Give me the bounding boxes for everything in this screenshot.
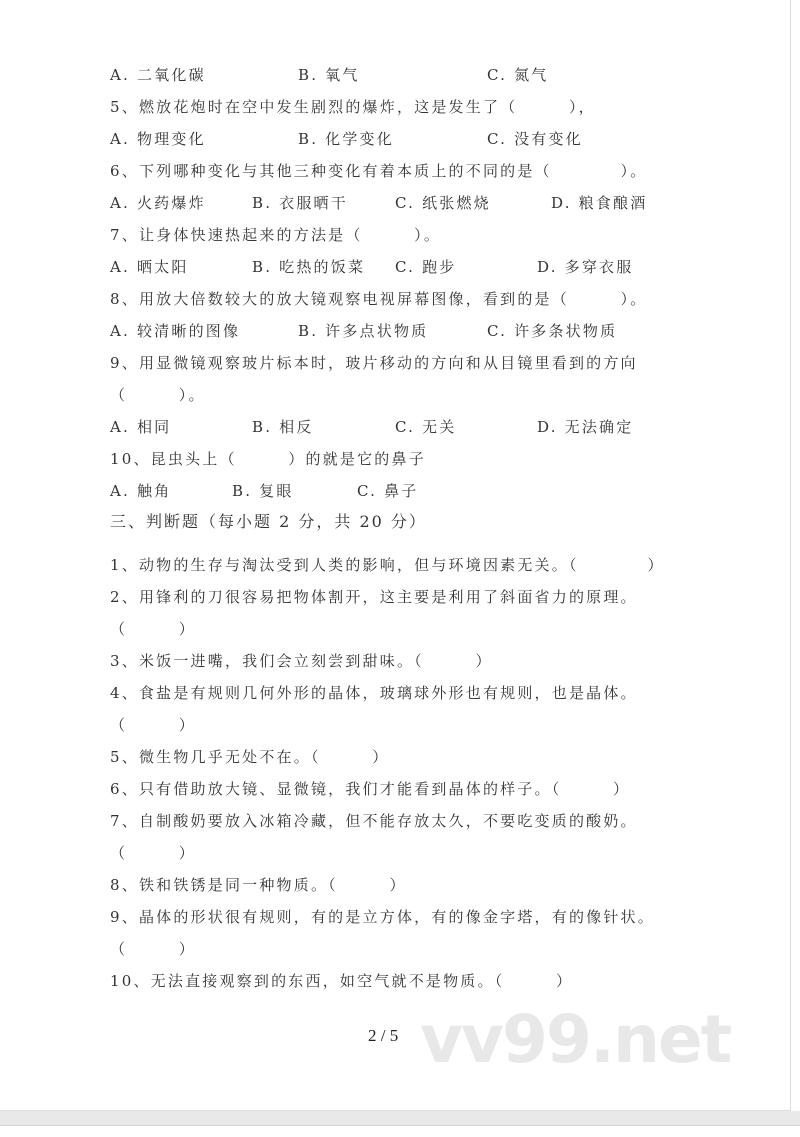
answer-option: A. 火药爆炸 [110,194,206,212]
answer-option: C. 跑步 [395,258,457,276]
answer-option: B. 复眼 [232,482,294,500]
question-text: 8、用放大倍数较大的放大镜观察电视屏幕图像，看到的是（ ）。 [110,290,648,308]
question-text: 6、只有借助放大镜、显微镜，我们才能看到晶体的样子。（ ） [110,780,631,798]
question-text: （ ） [110,844,197,862]
answer-option: B. 许多点状物质 [298,322,429,340]
answer-option: A. 物理变化 [110,130,206,148]
question-text: （ ） [110,716,197,734]
question-text: 4、食盐是有规则几何外形的晶体，玻璃球外形也有规则，也是晶体。 [110,684,638,702]
question-text: 6、下列哪种变化与其他三种变化有着本质上的不同的是（ ）。 [110,162,648,180]
section-heading: 三、判断题（每小题 2 分，共 20 分） [110,512,427,531]
question-text: 2、用锋利的刀很容易把物体割开，这主要是利用了斜面省力的原理。 [110,588,638,606]
question-text: 9、用显微镜观察玻片标本时，玻片移动的方向和从目镜里看到的方向 [110,354,638,372]
answer-option: C. 没有变化 [487,130,583,148]
question-text: 10、无法直接观察到的东西，如空气就不是物质。（ ） [110,972,574,990]
answer-option: B. 化学变化 [298,130,394,148]
question-text: 8、铁和铁锈是同一种物质。（ ） [110,876,407,894]
answer-option: C. 纸张燃烧 [395,194,491,212]
question-text: 10、昆虫头上（ ）的就是它的鼻子 [110,450,426,468]
page-number: 2 / 5 [368,1026,399,1045]
question-text: （ ） [110,940,197,958]
answer-option: B. 吃热的饭菜 [252,258,366,276]
question-text: 3、米饭一进嘴，我们会立刻尝到甜味。（ ） [110,652,493,670]
answer-option: A. 触角 [110,482,172,500]
answer-option: B. 衣服晒干 [252,194,348,212]
answer-option: C. 许多条状物质 [487,322,618,340]
answer-option: A. 相同 [110,418,172,436]
answer-option: A. 较清晰的图像 [110,322,241,340]
answer-option: D. 多穿衣服 [537,258,634,276]
question-text: 9、晶体的形状很有规则，有的是立方体，有的像金字塔，有的像针状。 [110,908,655,926]
question-text: 5、微生物几乎无处不在。（ ） [110,748,390,766]
page-separator [0,1111,800,1126]
question-text: 5、燃放花炮时在空中发生剧烈的爆炸，这是发生了（ ）， [110,98,596,116]
answer-option: B. 氧气 [298,66,360,84]
answer-option: C. 无关 [395,418,457,436]
question-text: （ ）。 [110,386,206,404]
answer-option: C. 鼻子 [357,482,419,500]
answer-option: A. 二氧化碳 [110,66,206,84]
answer-option: D. 无法确定 [537,418,634,436]
question-text: （ ） [110,620,197,638]
answer-option: A. 晒太阳 [110,258,189,276]
answer-option: B. 相反 [252,418,314,436]
answer-option: D. 粮食酿酒 [551,194,648,212]
question-text: 7、让身体快速热起来的方法是（ ）。 [110,226,442,244]
answer-option: C. 氮气 [487,66,549,84]
question-text: 1、动物的生存与淘汰受到人类的影响，但与环境因素无关。（ ） [110,556,665,574]
question-text: 7、自制酸奶要放入冰箱冷藏，但不能存放太久，不要吃变质的酸奶。 [110,812,638,830]
watermark: vv99.net [420,1001,731,1078]
